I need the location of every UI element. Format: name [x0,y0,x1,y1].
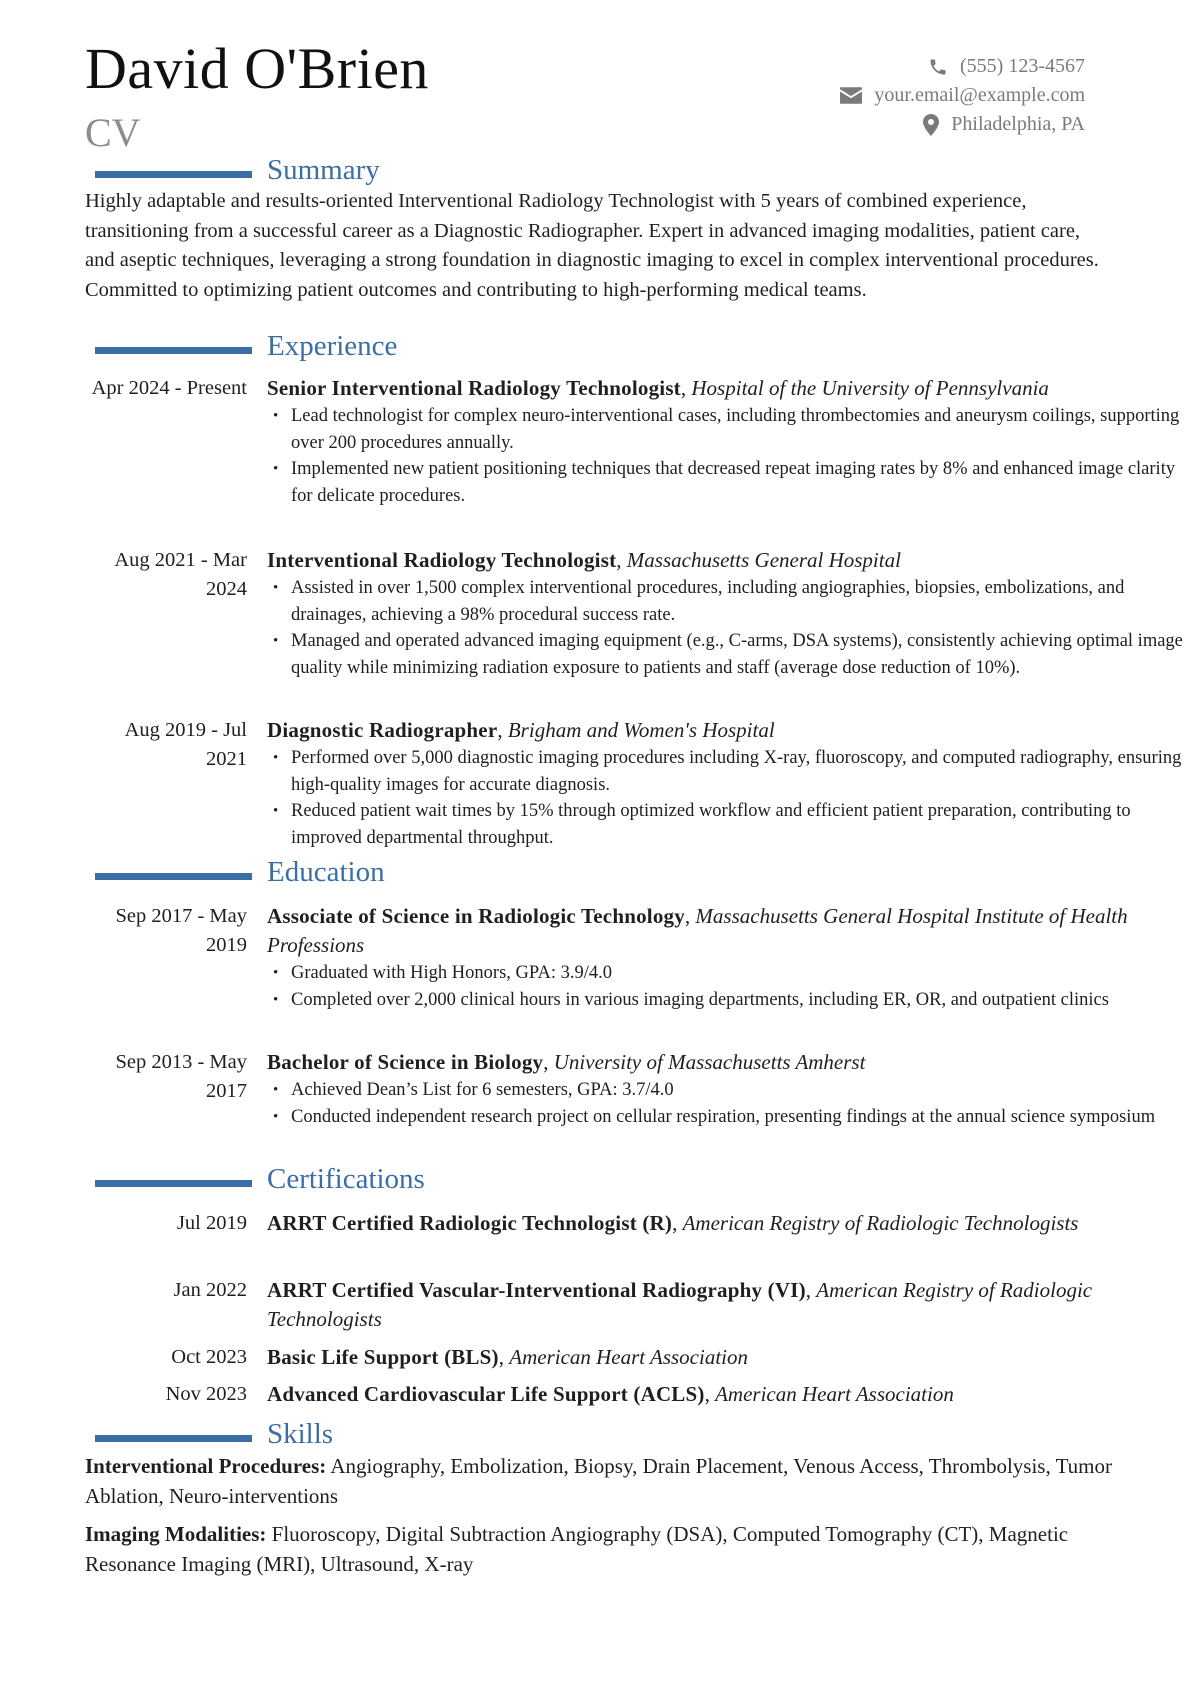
skill-values: Angiography, Embolization, Biopsy, Drain Placement, Venous Access, Thrombolysis, Tumor Ablation, Neuro-interventions [85,1454,1112,1508]
list-item: • Graduated with High Honors, GPA: 3.9/4.0 [291,960,1190,987]
contact-email [840,81,1085,110]
entry-heading: Interventional Radiology Technologist, Massachusetts General Hospital [267,548,901,572]
entry-date: Aug 2021 - Mar 2024 [114,549,247,600]
skill-group [85,1452,1113,1511]
entry-bullets [267,745,1190,851]
contact-location [840,110,1085,139]
entry-bullets [267,1077,1190,1130]
skill-label: Imaging Modalities: [85,1522,267,1546]
section-title: Experience [267,330,398,362]
section-accent-bar [95,347,252,354]
entry-title: Bachelor of Science in Biology [267,1050,544,1074]
phone-icon [928,57,948,77]
list-item: • Managed and operated advanced imaging equipment (e.g., C-arms, DSA systems), consistently achieving optimal image quality while minimizing radiation exposure to patients and staff (average dose reduction of 10%). [291,628,1190,681]
list-item: • Completed over 2,000 clinical hours in various imaging departments, including ER, OR, and outpatient clinics [291,987,1190,1014]
entry-title: ARRT Certified Vascular-Interventional Radiography (VI) [267,1278,806,1302]
entry-title: Advanced Cardiovascular Life Support (ACLS) [267,1382,705,1406]
entry-date: Aug 2019 - Jul 2021 [124,719,247,770]
entry-title: Diagnostic Radiographer [267,718,498,742]
location-text: Philadelphia, PA [951,113,1085,135]
entry-heading: ARRT Certified Radiologic Technologist (R), American Registry of Radiologic Technologists [267,1211,1079,1235]
entry-organization: Massachusetts General Hospital Institute of Health Professions [267,904,1128,957]
entry-heading: Associate of Science in Radiologic Technology, Massachusetts General Hospital Institute of Health Professions [267,904,1128,957]
contact-phone [840,52,1085,81]
entry-organization: American Registry of Radiologic Technologists [267,1278,1093,1331]
list-item: • Lead technologist for complex neuro-interventional cases, including thrombectomies and aneurysm coilings, supporting over 200 procedures annually. [291,403,1190,456]
entry-title: Senior Interventional Radiology Technologist [267,376,681,400]
entry-organization: Hospital of the University of Pennsylvania [691,376,1049,400]
document-subtitle: CV [85,110,141,155]
entry-heading: Advanced Cardiovascular Life Support (ACLS), American Heart Association [267,1382,954,1406]
section-accent-bar [95,1435,252,1442]
candidate-name: David O'Brien [85,36,429,101]
entry-heading: Basic Life Support (BLS), American Heart Association [267,1345,749,1369]
entry-title: ARRT Certified Radiologic Technologist (R) [267,1211,673,1235]
entry-date: Nov 2023 [165,1383,247,1405]
entry-heading: Bachelor of Science in Biology, University of Massachusetts Amherst [267,1050,866,1074]
map-marker-icon [923,114,939,136]
summary-paragraph: Highly adaptable and results-oriented Interventional Radiology Technologist with 5 years of combined experience, transitioning from a successful career as a Diagnostic Radiographer. Expert in advanced imaging modalities, patient care, and aseptic techniques, leveraging a strong foundation in diagnostic imaging to excel in complex interventional procedures. Committed to optimizing patient outcomes and contributing to high-performing medical teams. [85,190,1099,301]
envelope-icon [840,87,862,104]
section-title: Certifications [267,1163,425,1195]
list-item: • Reduced patient wait times by 15% through optimized workflow and efficient patient preparation, contributing to improved departmental throughput. [291,798,1190,851]
entry-organization: University of Massachusetts Amherst [553,1050,866,1074]
list-item: • Performed over 5,000 diagnostic imaging procedures including X-ray, fluoroscopy, and computed radiography, ensuring high-quality images for accurate diagnosis. [291,745,1190,798]
entry-organization: Massachusetts General Hospital [626,548,901,572]
entry-bullets [267,403,1190,509]
entry-title: Interventional Radiology Technologist [267,548,617,572]
list-item: • Achieved Dean’s List for 6 semesters, GPA: 3.7/4.0 [291,1077,1190,1104]
entry-date: Oct 2023 [171,1346,247,1368]
section-title: Summary [267,154,380,186]
phone-text: (555) 123-4567 [960,55,1085,77]
entry-bullets [267,575,1190,681]
entry-date: Sep 2013 - May 2017 [115,1051,247,1102]
entry-date: Sep 2017 - May 2019 [115,905,247,956]
skill-label: Interventional Procedures: [85,1454,327,1478]
contact-block [840,52,1085,139]
section-accent-bar [95,171,252,178]
entry-organization: Brigham and Women's Hospital [507,718,775,742]
section-title: Education [267,856,385,888]
skill-group [85,1520,1113,1579]
list-item: • Implemented new patient positioning techniques that decreased repeat imaging rates by 8% and enhanced image clarity for delicate procedures. [291,456,1190,509]
section-title: Skills [267,1418,334,1450]
entry-bullets [267,960,1190,1013]
entry-heading: Diagnostic Radiographer, Brigham and Women's Hospital [267,718,775,742]
entry-organization: American Heart Association [715,1382,954,1406]
entry-organization: American Registry of Radiologic Technologists [682,1211,1079,1235]
list-item: • Conducted independent research project on cellular respiration, presenting findings at the annual science symposium [291,1104,1190,1131]
entry-heading: ARRT Certified Vascular-Interventional Radiography (VI), American Registry of Radiologic Technologists [267,1278,1093,1331]
section-accent-bar [95,1180,252,1187]
email-link[interactable]: your.email@example.com [874,84,1085,106]
skill-values: Fluoroscopy, Digital Subtraction Angiography (DSA), Computed Tomography (CT), Magnetic Resonance Imaging (MRI), Ultrasound, X-ray [85,1522,1069,1576]
section-accent-bar [95,873,252,880]
entry-date: Jul 2019 [176,1212,247,1234]
list-item: • Assisted in over 1,500 complex interventional procedures, including angiographies, biopsies, embolizations, and drainages, achieving a 98% procedural success rate. [291,575,1190,628]
entry-heading: Senior Interventional Radiology Technologist, Hospital of the University of Pennsylvania [267,376,1049,400]
entry-organization: American Heart Association [509,1345,749,1369]
entry-date: Jan 2022 [173,1279,247,1301]
entry-title: Basic Life Support (BLS) [267,1345,499,1369]
entry-date: Apr 2024 - Present [91,377,247,399]
entry-title: Associate of Science in Radiologic Technology [267,904,685,928]
